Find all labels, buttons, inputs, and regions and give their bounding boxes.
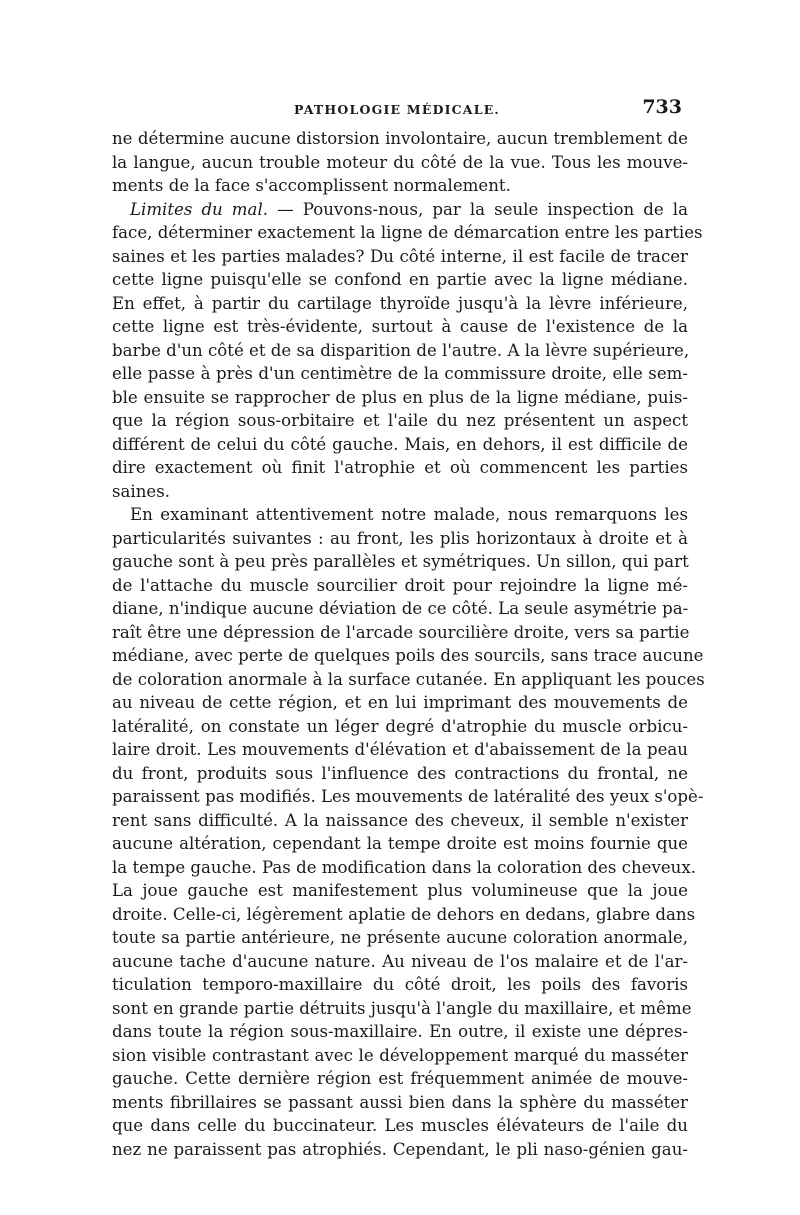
text-line: latéralité, on constate un léger degré d'atrophie du muscle orbicu- <box>112 716 688 736</box>
text-line: saines. <box>112 481 171 501</box>
text-line: droite. Celle-ci, légèrement aplatie de dehors en dedans, glabre dans <box>112 904 696 924</box>
text-line: ments fibrillaires se passant aussi bien dans la sphère du masséter <box>112 1092 688 1112</box>
text-line: ne détermine aucune distorsion involontaire, aucun tremblement de <box>112 129 688 148</box>
text-line: gauche sont à peu près parallèles et symétriques. Un sillon, qui part <box>112 552 689 571</box>
text-line: sont en grande partie détruits jusqu'à l'angle du maxillaire, et même <box>112 998 692 1018</box>
text-line: aucune altération, cependant la tempe droite est moins fournie que <box>112 834 688 853</box>
text-line: la tempe gauche. Pas de modification dans la coloration des cheveux. <box>112 857 696 877</box>
text-line: de l'attache du muscle sourcilier droit pour rejoindre la ligne mé- <box>112 575 688 595</box>
text-line: aucune tache d'aucune nature. Au niveau de l'os malaire et de l'ar- <box>112 951 688 971</box>
text-line: différent de celui du côté gauche. Mais, en dehors, il est difficile de <box>112 434 688 454</box>
text-line: saines et les parties malades? Du côté interne, il est facile de tracer <box>112 246 688 266</box>
text-line: laire droit. Les mouvements d'élévation et d'abaissement de la peau <box>112 740 688 759</box>
text-line: barbe d'un côté et de sa disparition de l'autre. A la lèvre supérieure, <box>112 340 690 360</box>
page-header <box>112 92 682 122</box>
text-line: que la région sous-orbitaire et l'aile du nez présentent un aspect <box>112 411 688 430</box>
text-line <box>112 198 688 222</box>
text-line: face, déterminer exactement la ligne de démarcation entre les parties <box>112 223 703 242</box>
text-line: diane, n'indique aucune déviation de ce côté. La seule asymétrie pa- <box>112 599 689 618</box>
text-line: ticulation temporo-maxillaire du côté droit, les poils des favoris <box>112 975 688 994</box>
text-line: cette ligne puisqu'elle se confond en partie avec la ligne médiane. <box>112 270 688 289</box>
text-line: nez ne paraissent pas atrophiés. Cependant, le pli naso-génien gau- <box>112 1139 688 1159</box>
text-line: paraissent pas modifiés. Les mouvements de latéralité des yeux s'opè- <box>112 787 704 806</box>
text-line: ble ensuite se rapprocher de plus en plus de la ligne médiane, puis- <box>112 387 688 407</box>
text-line: que dans celle du buccinateur. Les muscles élévateurs de l'aile du <box>112 1116 688 1135</box>
page-number: 733 <box>642 96 682 118</box>
body-text <box>112 127 705 1161</box>
text-line: ments de la face s'accomplissent normalement. <box>112 176 511 195</box>
text-line: du front, produits sous l'influence des contractions du frontal, ne <box>112 763 688 783</box>
section-heading: Limites du mal. — <box>130 199 294 219</box>
running-head: PATHOLOGIE MÉDICALE. <box>294 102 500 117</box>
text-line: En examinant attentivement notre malade, nous remarquons les <box>130 505 688 524</box>
text-line: cette ligne est très-évidente, surtout à cause de l'existence de la <box>112 317 688 336</box>
text-line: raît être une dépression de l'arcade sourcilière droite, vers sa partie <box>112 622 690 642</box>
text-line: rent sans difficulté. A la naissance des cheveux, il semble n'exister <box>112 810 688 830</box>
text-line: sion visible contrastant avec le développement marqué du masséter <box>112 1045 688 1065</box>
text-line: la langue, aucun trouble moteur du côté de la vue. Tous les mouve- <box>112 152 688 172</box>
text-line: au niveau de cette région, et en lui imprimant des mouvements de <box>112 693 688 712</box>
text-line: particularités suivantes : au front, les plis horizontaux à droite et à <box>112 528 688 548</box>
text-line-rest: Pouvons-nous, par la seule inspection de la <box>302 199 688 219</box>
text-line: dire exactement où finit l'atrophie et où commencent les parties <box>112 458 688 477</box>
text-line: elle passe à près d'un centimètre de la commissure droite, elle sem- <box>112 364 688 383</box>
text-line: médiane, avec perte de quelques poils des sourcils, sans trace aucune <box>112 646 704 665</box>
text-line: de coloration anormale à la surface cutanée. En appliquant les pouces <box>112 669 705 689</box>
text-line: dans toute la région sous-maxillaire. En outre, il existe une dépres- <box>112 1022 688 1041</box>
text-line: En effet, à partir du cartilage thyroïde jusqu'à la lèvre inférieure, <box>112 293 688 313</box>
text-line: toute sa partie antérieure, ne présente aucune coloration anormale, <box>112 928 688 947</box>
text-line: gauche. Cette dernière région est fréquemment animée de mouve- <box>112 1069 688 1088</box>
text-line: La joue gauche est manifestement plus volumineuse que la joue <box>112 881 688 900</box>
